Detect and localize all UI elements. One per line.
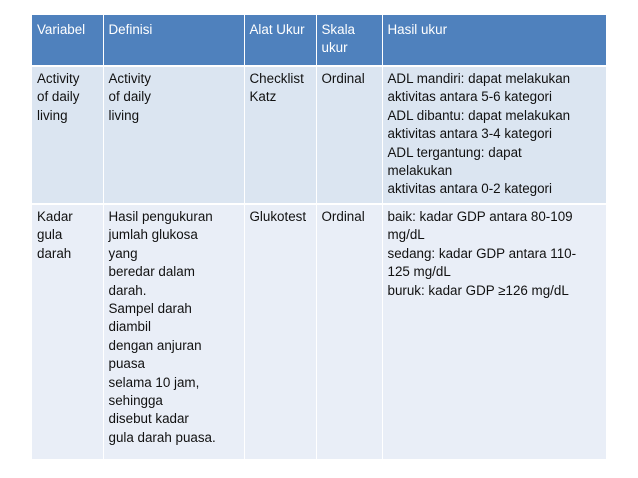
variable-table	[32, 15, 606, 459]
table-container	[32, 15, 606, 459]
cell-hasil-ukur: ADL mandiri: dapat melakukan aktivitas antara 5-6 kategori ADL dibantu: dapat melakukan aktivitas antara 3-4 kategori ADL tergantung: dapat melakukan aktivitas antara 0-2 kategori	[382, 66, 606, 204]
table-row	[32, 204, 606, 459]
cell-hasil-ukur: baik: kadar GDP antara 80-109 mg/dL sedang: kadar GDP antara 110- 125 mg/dL buruk: kadar GDP ≥126 mg/dL	[382, 204, 606, 459]
cell-definisi: Hasil pengukuran jumlah glukosa yang beredar dalam darah. Sampel darah diambil dengan anjuran puasa selama 10 jam, sehingga disebut kadar gula darah puasa.	[103, 204, 244, 459]
header-row	[32, 15, 606, 66]
cell-alat-ukur: Checklist Katz	[244, 66, 316, 204]
header-definisi: Definisi	[103, 15, 244, 66]
header-alat-ukur: Alat Ukur	[244, 15, 316, 66]
table-row	[32, 66, 606, 204]
header-skala-ukur: Skala ukur	[316, 15, 382, 66]
cell-variabel: Activity of daily living	[32, 66, 103, 204]
cell-variabel: Kadar gula darah	[32, 204, 103, 459]
header-hasil-ukur: Hasil ukur	[382, 15, 606, 66]
header-variabel: Variabel	[32, 15, 103, 66]
cell-definisi: Activity of daily living	[103, 66, 244, 204]
cell-alat-ukur: Glukotest	[244, 204, 316, 459]
cell-skala-ukur: Ordinal	[316, 204, 382, 459]
cell-skala-ukur: Ordinal	[316, 66, 382, 204]
